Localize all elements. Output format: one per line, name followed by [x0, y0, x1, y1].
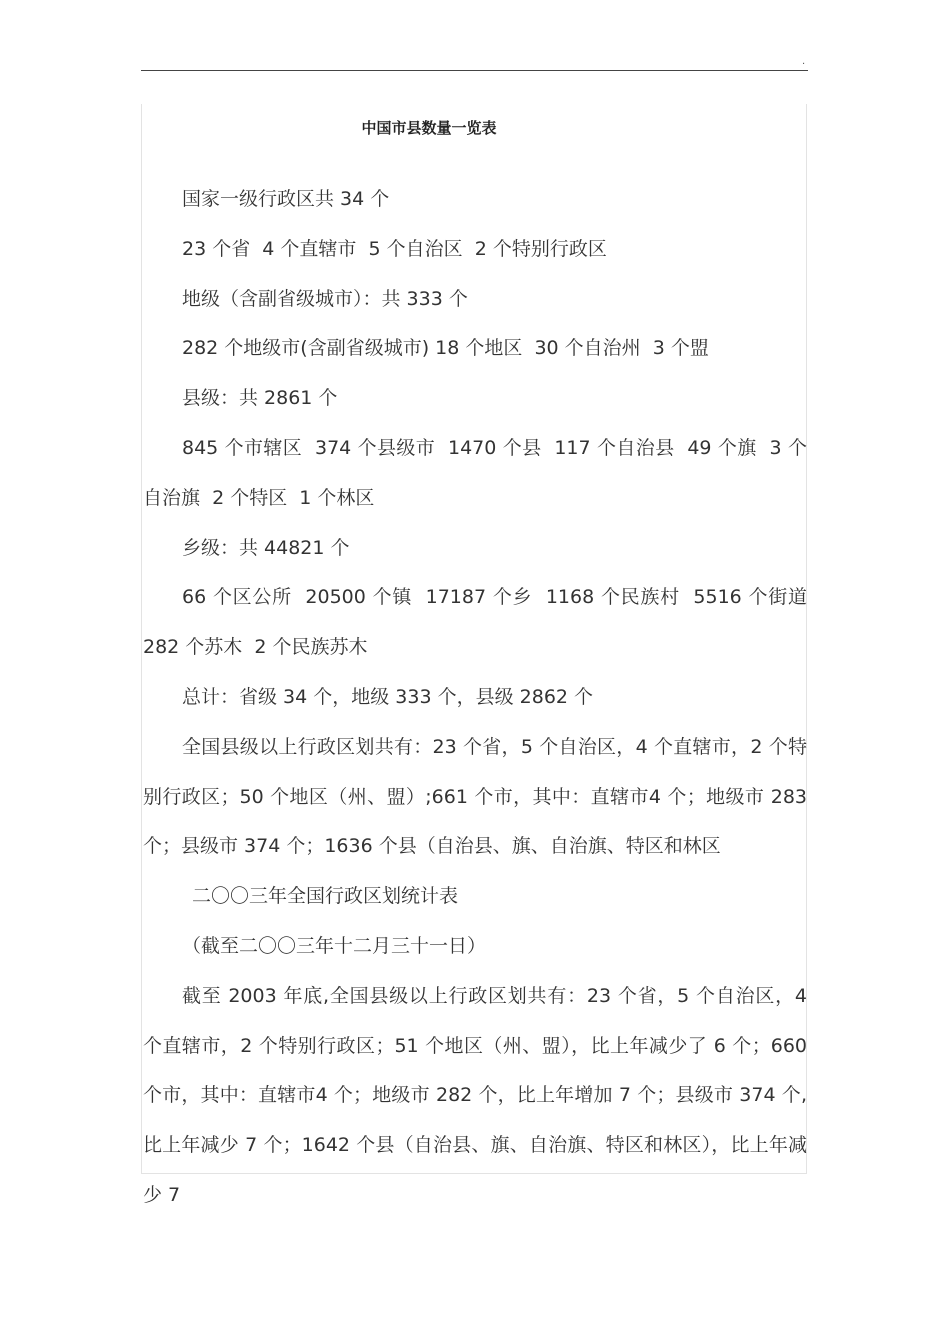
- document-title: 中国市县数量一览表: [361, 119, 497, 137]
- paragraph: 总计：省级 34 个，地级 333 个，县级 2862 个: [182, 685, 594, 708]
- header-rule: [141, 70, 808, 71]
- paragraph: 截至 2003 年底,全国县级以上行政区划共有：23 个省，5 个自治区，4 个直辖市，2 个特别行政区；51 个地区（州、盟），比上年减少了 6 个；660 个市，其中：直辖市4 个；地级市 282 个，比上年增加 7 个；县级市 374 个,比上年减少 7 个；1642 个县（自治县、旗、自治旗、特区和林区），比上年减少 7: [143, 984, 814, 1206]
- paragraph: 845 个市辖区 374 个县级市 1470 个县 117 个自治县 49 个旗 3 个自治旗 2 个特区 1 个林区: [143, 436, 807, 509]
- paragraph: 乡级：共 44821 个: [182, 536, 350, 559]
- header-mark: .: [802, 56, 806, 67]
- paragraph: 23 个省 4 个直辖市 5 个自治区 2 个特别行政区: [182, 237, 607, 260]
- document-body: [143, 175, 820, 1206]
- paragraph: 全国县级以上行政区划共有：23 个省，5 个自治区，4 个直辖市，2 个特别行政区；50 个地区（州、盟）;661 个市，其中：直辖市4 个；地级市 283 个；县级市 374 个；1636 个县（自治县、旗、自治旗、特区和林区: [143, 735, 814, 858]
- paragraph: 县级：共 2861 个: [182, 387, 338, 410]
- paragraph: 地级（含副省级城市）：共 333 个: [182, 287, 468, 310]
- paragraph: 国家一级行政区共 34 个: [182, 188, 390, 210]
- section-heading: 二〇〇三年全国行政区划统计表: [192, 885, 459, 908]
- section-date: （截至二〇〇三年十二月三十一日）: [182, 934, 487, 957]
- paragraph: 282 个地级市(含副省级城市) 18 个地区 30 个自治州 3 个盟: [182, 337, 709, 360]
- paragraph: 66 个区公所 20500 个镇 17187 个乡 1168 个民族村 5516 个街道 282 个苏木 2 个民族苏木: [143, 586, 820, 659]
